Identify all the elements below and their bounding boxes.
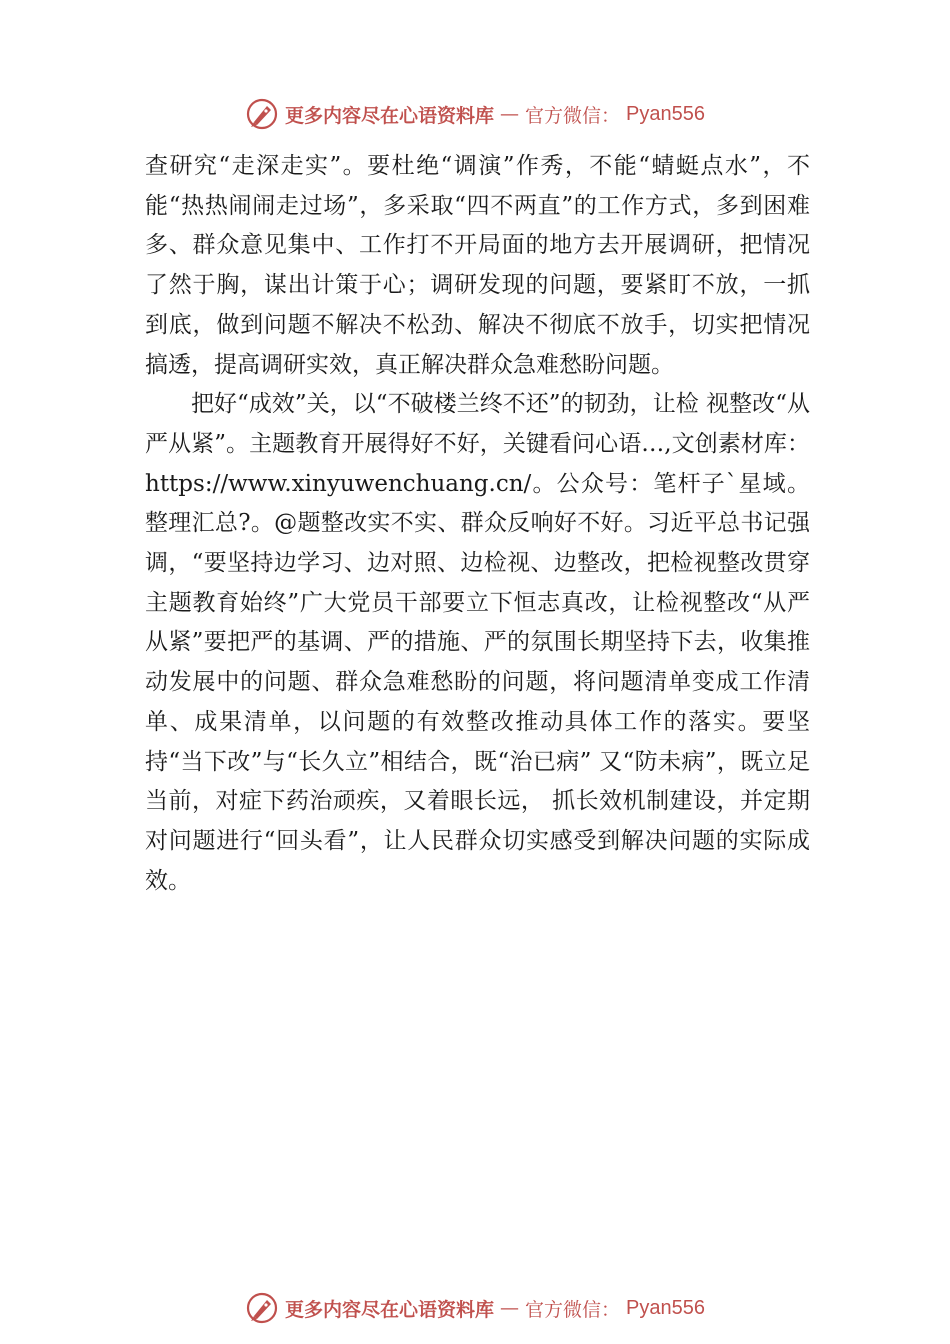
header-dash: — [500, 103, 520, 125]
pen-nib-logo-icon [245, 97, 279, 131]
pen-nib-logo-icon [245, 1291, 279, 1325]
footer-banner [0, 1288, 950, 1328]
footer-library-name: 更多内容尽在心语资料库 [285, 1298, 495, 1321]
header-wechat-label: 官方微信： [525, 104, 621, 127]
footer-wechat-label: 官方微信： [525, 1298, 621, 1321]
paragraph-1: 查研究“走深走实”。要杜绝“调演”作秀，不能“蜻蜓点水”，不能“热热闹闹走过场”，多采取“四不两直”的工作方式，多到困难多、群众意见集中、工作打不开局面的地方去开展调研，把情况了然于胸，谋出计策于心；调研发现的问题，要紧盯不放，一抓到底，做到问题不解决不松劲、解决不彻底不放手，切实把情况搞透，提高调研实效，真正解决群众急难愁盼问题。 [145, 153, 810, 378]
header-library-name: 更多内容尽在心语资料库 [285, 104, 495, 127]
header-wechat-id: Pyan556 [626, 102, 705, 125]
header-banner [0, 94, 950, 134]
footer-dash: — [500, 1297, 520, 1319]
document-body [145, 147, 810, 901]
footer-wechat-id: Pyan556 [626, 1296, 705, 1319]
paragraph-2: 把好“成效”关，以“不破楼兰终不还”的韧劲，让检 视整改“从严从紧”。主题教育开展得好不好，关键看问心语…,文创素材库：https://www.xinyuwenchuang.cn/。公众号：笔杆子`星域。整理汇总?。@题整改实不实、群众反响好不好。习近平总书记强调，“要坚持边学习、边对照、边检视、边整改，把检视整改贯穿主题教育始终”广大党员干部要立下恒志真改，让检视整改“从严从紧”要把严的基调、严的措施、严的氛围长期坚持下去，收集推动发展中的问题、群众急难愁盼的问题，将问题清单变成工作清单、成果清单，以问题的有效整改推动具体工作的落实。要坚持“当下改”与“长久立”相结合，既“治已病” 又“防未病”，既立足当前，对症下药治顽疾，又着眼长远， 抓长效机制建设，并定期对问题进行“回头看”，让人民群众切实感受到解决问题的实际成效。 [145, 391, 810, 894]
